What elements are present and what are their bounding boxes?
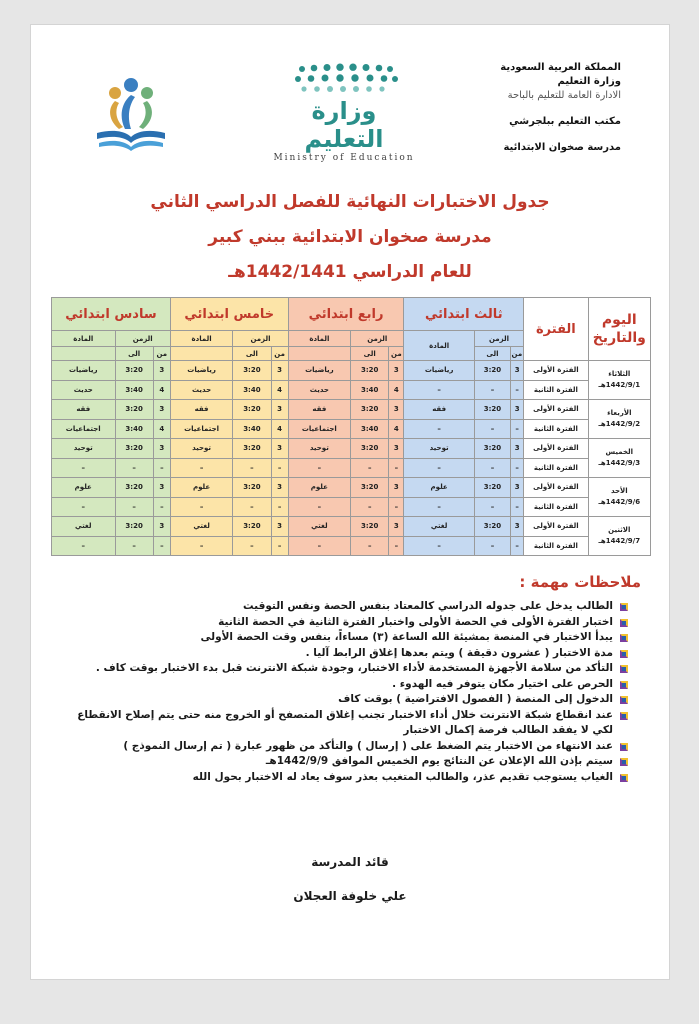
g3-to-cell: 3:20: [474, 478, 510, 498]
note-text: التأكد من سلامة الأجهزة المستخدمة لأداء الاختبار، وجودة شبكة الانترنت قبل بدء الاختبار بوقت كاف .: [95, 662, 613, 674]
g6-from-cell: 3: [153, 478, 170, 498]
g5-to-cell: 3:40: [233, 419, 271, 439]
g3-to-cell: 3:20: [474, 361, 510, 381]
note-item: [54, 754, 629, 770]
signature-block: [31, 855, 669, 903]
header-grade-4: رابع ابتدائي: [288, 298, 404, 331]
header-time: الزمن: [233, 331, 288, 347]
g4-subject-cell: حديث: [288, 380, 350, 400]
period-cell: الفترة الأولى: [524, 361, 588, 381]
g5-subject-cell: لغتي: [170, 517, 232, 537]
schedule-row: [52, 478, 651, 498]
schedule-row: [52, 361, 651, 381]
note-text: سيتم بإذن الله الإعلان عن النتائج يوم الخميس الموافق 1442/9/9هـ: [265, 755, 613, 767]
day-date-cell: [588, 400, 650, 439]
day-date: 1442/9/7هـ: [598, 537, 641, 545]
title-school-name: مدرسة صخوان الابتدائية ببني كبير: [208, 227, 492, 247]
g6-to-cell: –: [115, 497, 153, 517]
note-item: [54, 677, 629, 693]
organization-block: [500, 61, 621, 155]
day-date-cell: [588, 361, 650, 400]
g5-from-cell: 3: [271, 361, 288, 381]
g6-to-cell: 3:40: [115, 380, 153, 400]
g5-subject-cell: رياضيات: [170, 361, 232, 381]
note-item: [54, 661, 629, 677]
g3-subject-cell: فقه: [404, 400, 474, 420]
g5-to-cell: 3:20: [233, 439, 271, 459]
day-date: 1442/9/6هـ: [598, 498, 641, 506]
header-from: من: [511, 347, 524, 361]
day-name: الأحد: [610, 487, 628, 495]
bullet-icon: [619, 742, 629, 752]
g3-from-cell: –: [511, 536, 524, 556]
g4-to-cell: 3:20: [351, 361, 389, 381]
bullet-icon: [619, 618, 629, 628]
g4-to-cell: 3:20: [351, 517, 389, 537]
note-text: يبدأ الاختبار في المنصة بمشيئة الله الساعة (٣) مساءاً، بنفس وقت الحصة الأولى: [200, 631, 613, 643]
header-time: الزمن: [351, 331, 404, 347]
header-from: من: [389, 347, 404, 361]
g6-subject-cell: لغتي: [52, 517, 116, 537]
g3-subject-cell: –: [404, 536, 474, 556]
notes-title: ملاحظات مهمة :: [519, 573, 641, 591]
school-book-logo-icon: [91, 73, 171, 161]
ministry-logo-arabic: وزارة التعليم: [304, 97, 384, 153]
g5-from-cell: –: [271, 458, 288, 478]
g4-to-cell: 3:40: [351, 419, 389, 439]
g6-subject-cell: توحيد: [52, 439, 116, 459]
schedule-row: [52, 439, 651, 459]
schedule-row: [52, 497, 651, 517]
g5-subject-cell: حديث: [170, 380, 232, 400]
bullet-icon: [619, 773, 629, 783]
period-cell: الفترة الثانية: [524, 380, 588, 400]
g6-to-cell: –: [115, 536, 153, 556]
bullet-icon: [619, 633, 629, 643]
g4-from-cell: 3: [389, 400, 404, 420]
g4-subject-cell: علوم: [288, 478, 350, 498]
g3-subject-cell: علوم: [404, 478, 474, 498]
g5-subject-cell: اجتماعيات: [170, 419, 232, 439]
note-text: اختبار الفترة الأولى في الحصة الأولى واختبار الفترة الثانية في الحصة الثانية: [218, 615, 613, 628]
g3-to-cell: 3:20: [474, 400, 510, 420]
header-subject: المادة: [52, 331, 116, 347]
day-date-cell: [588, 439, 650, 478]
schedule-row: [52, 380, 651, 400]
g6-to-cell: 3:20: [115, 400, 153, 420]
g6-from-cell: 4: [153, 419, 170, 439]
note-text: مدة الاختبار ( عشرون دقيقة ) ويتم بعدها إغلاق الرابط آليا .: [305, 646, 613, 659]
g4-from-cell: –: [389, 536, 404, 556]
org-ministry: وزارة التعليم: [557, 76, 621, 87]
g6-subject-cell: حديث: [52, 380, 116, 400]
g5-from-cell: 4: [271, 419, 288, 439]
g4-subject-cell: فقه: [288, 400, 350, 420]
g5-subject-cell: علوم: [170, 478, 232, 498]
g5-from-cell: 3: [271, 517, 288, 537]
signature-role: قائد المدرسة: [311, 855, 389, 869]
g5-from-cell: 3: [271, 400, 288, 420]
header-to: الى: [351, 347, 389, 361]
bullet-icon: [619, 695, 629, 705]
g4-to-cell: –: [351, 536, 389, 556]
day-date: 1442/9/2هـ: [598, 420, 641, 428]
g5-to-cell: 3:20: [233, 361, 271, 381]
g6-to-cell: 3:20: [115, 439, 153, 459]
g6-from-cell: 3: [153, 361, 170, 381]
g6-to-cell: 3:20: [115, 517, 153, 537]
header-empty: [52, 347, 116, 361]
g4-to-cell: 3:40: [351, 380, 389, 400]
day-name: الثلاثاء: [608, 370, 631, 378]
g5-to-cell: –: [233, 497, 271, 517]
note-item: [54, 615, 629, 631]
title-academic-year: للعام الدراسي 1442/1441هـ: [228, 262, 472, 282]
g6-subject-cell: علوم: [52, 478, 116, 498]
note-item: [54, 599, 629, 615]
note-text: عند انقطاع شبكة الانترنت خلال أداء الاختبار تجنب إغلاق المتصفح أو الخروج منه حتى يتم إصلاح الانقطاع لكي لا يفقد الطالب فرصة إكمال الاختبار: [77, 708, 613, 736]
period-cell: الفترة الثانية: [524, 536, 588, 556]
note-item: [54, 630, 629, 646]
day-date: 1442/9/3هـ: [598, 459, 641, 467]
bullet-icon: [619, 649, 629, 659]
g3-to-cell: 3:20: [474, 439, 510, 459]
header-empty: [170, 347, 232, 361]
period-cell: الفترة الثانية: [524, 497, 588, 517]
header-time: الزمن: [115, 331, 170, 347]
g3-subject-cell: –: [404, 458, 474, 478]
period-cell: الفترة الثانية: [524, 419, 588, 439]
g5-from-cell: –: [271, 497, 288, 517]
g6-to-cell: –: [115, 458, 153, 478]
g3-from-cell: –: [511, 458, 524, 478]
header-to: الى: [474, 347, 510, 361]
day-name: الاثنين: [608, 526, 631, 534]
g4-from-cell: –: [389, 497, 404, 517]
g5-subject-cell: توحيد: [170, 439, 232, 459]
g5-to-cell: 3:40: [233, 380, 271, 400]
g4-from-cell: 4: [389, 419, 404, 439]
g5-subject-cell: –: [170, 497, 232, 517]
g6-subject-cell: –: [52, 497, 116, 517]
g3-to-cell: –: [474, 419, 510, 439]
bullet-icon: [619, 711, 629, 721]
g3-subject-cell: –: [404, 497, 474, 517]
g4-to-cell: 3:20: [351, 439, 389, 459]
g3-to-cell: 3:20: [474, 517, 510, 537]
note-text: الحرص على اختيار مكان يتوفر فيه الهدوء .: [392, 677, 613, 690]
g3-to-cell: –: [474, 497, 510, 517]
g5-subject-cell: –: [170, 536, 232, 556]
g3-from-cell: 3: [511, 517, 524, 537]
g4-to-cell: 3:20: [351, 400, 389, 420]
note-item: [54, 770, 629, 786]
g3-to-cell: –: [474, 380, 510, 400]
header-grade-5: خامس ابتدائي: [170, 298, 288, 331]
schedule-row: [52, 536, 651, 556]
schedule-row: [52, 400, 651, 420]
day-date: 1442/9/1هـ: [598, 381, 641, 389]
g5-to-cell: 3:20: [233, 517, 271, 537]
document-header: [31, 25, 669, 175]
note-text: الغياب يستوجب تقديم عذر، والطالب المتغيب بعذر سوف يعاد له الاختبار بحول الله: [192, 770, 613, 783]
header-from: من: [153, 347, 170, 361]
notes-list: [54, 599, 629, 785]
g3-subject-cell: –: [404, 380, 474, 400]
g4-to-cell: –: [351, 458, 389, 478]
g5-to-cell: –: [233, 536, 271, 556]
g4-subject-cell: –: [288, 536, 350, 556]
header-grade-6: سادس ابتدائي: [52, 298, 171, 331]
g6-subject-cell: فقه: [52, 400, 116, 420]
exam-schedule-table: [51, 297, 651, 556]
note-text: الدخول إلى المنصة ( الفصول الافتراضية ) بوقت كاف: [338, 693, 613, 705]
header-subject: المادة: [404, 331, 474, 361]
note-text: عند الانتهاء من الاختبار يتم الضغط على ( إرسال ) والتأكد من ظهور عبارة ( تم إرسال النموذج ): [123, 739, 613, 752]
schedule-row: [52, 419, 651, 439]
g3-from-cell: 3: [511, 361, 524, 381]
bullet-icon: [619, 602, 629, 612]
g6-subject-cell: –: [52, 458, 116, 478]
period-cell: الفترة الأولى: [524, 478, 588, 498]
header-subject: المادة: [288, 331, 350, 347]
g4-subject-cell: رياضيات: [288, 361, 350, 381]
g6-from-cell: 3: [153, 517, 170, 537]
document-titles: [31, 185, 669, 290]
g6-subject-cell: رياضيات: [52, 361, 116, 381]
day-name: الأربعاء: [607, 409, 632, 417]
g5-subject-cell: –: [170, 458, 232, 478]
period-cell: الفترة الأولى: [524, 400, 588, 420]
g4-from-cell: 3: [389, 517, 404, 537]
g4-from-cell: 3: [389, 478, 404, 498]
g3-subject-cell: رياضيات: [404, 361, 474, 381]
org-school: مدرسة صخوان الابتدائية: [503, 142, 621, 153]
bullet-icon: [619, 757, 629, 767]
day-date-cell: [588, 517, 650, 556]
bullet-icon: [619, 680, 629, 690]
g6-subject-cell: اجتماعيات: [52, 419, 116, 439]
g4-from-cell: 4: [389, 380, 404, 400]
g3-from-cell: –: [511, 380, 524, 400]
g6-to-cell: 3:20: [115, 361, 153, 381]
g5-subject-cell: فقه: [170, 400, 232, 420]
g6-from-cell: –: [153, 497, 170, 517]
g6-subject-cell: –: [52, 536, 116, 556]
ministry-logo: [269, 63, 419, 163]
org-administration: الادارة العامة للتعليم بالباحة: [507, 90, 621, 101]
g3-subject-cell: لغتي: [404, 517, 474, 537]
day-name: الخميس: [605, 448, 634, 456]
exam-schedule-document: [30, 24, 670, 980]
g3-to-cell: –: [474, 536, 510, 556]
g6-from-cell: 3: [153, 439, 170, 459]
g3-from-cell: 3: [511, 439, 524, 459]
schedule-row: [52, 458, 651, 478]
header-time: الزمن: [474, 331, 523, 347]
g3-from-cell: –: [511, 419, 524, 439]
g6-from-cell: –: [153, 458, 170, 478]
g6-from-cell: –: [153, 536, 170, 556]
g3-to-cell: –: [474, 458, 510, 478]
title-exam-schedule: جدول الاختبارات النهائية للفصل الدراسي الثاني: [150, 192, 550, 212]
g5-from-cell: 3: [271, 478, 288, 498]
g5-to-cell: 3:20: [233, 400, 271, 420]
note-item: [54, 692, 629, 708]
g3-subject-cell: توحيد: [404, 439, 474, 459]
ministry-dots-icon: [284, 63, 404, 95]
g4-from-cell: –: [389, 458, 404, 478]
g3-from-cell: 3: [511, 400, 524, 420]
note-item: [54, 646, 629, 662]
g6-to-cell: 3:20: [115, 478, 153, 498]
g5-from-cell: 4: [271, 380, 288, 400]
g5-from-cell: 3: [271, 439, 288, 459]
org-office: مكتب التعليم ببلجرشي: [509, 116, 621, 127]
g4-subject-cell: لغتي: [288, 517, 350, 537]
g6-to-cell: 3:40: [115, 419, 153, 439]
g5-to-cell: –: [233, 458, 271, 478]
schedule-body: [52, 361, 651, 556]
period-cell: الفترة الثانية: [524, 458, 588, 478]
header-subject: المادة: [170, 331, 232, 347]
g4-to-cell: 3:20: [351, 478, 389, 498]
g4-subject-cell: توحيد: [288, 439, 350, 459]
header-period: الفترة: [524, 298, 588, 361]
schedule-row: [52, 517, 651, 537]
signature-name: علي خلوفة العجلان: [293, 889, 407, 903]
header-day-date: اليوم والتاريخ: [588, 298, 650, 361]
g6-from-cell: 4: [153, 380, 170, 400]
period-cell: الفترة الأولى: [524, 517, 588, 537]
g3-from-cell: 3: [511, 478, 524, 498]
g4-from-cell: 3: [389, 361, 404, 381]
g6-from-cell: 3: [153, 400, 170, 420]
g5-from-cell: –: [271, 536, 288, 556]
bullet-icon: [619, 664, 629, 674]
g5-to-cell: 3:20: [233, 478, 271, 498]
header-grade-3: ثالث ابتدائي: [404, 298, 524, 331]
g4-from-cell: 3: [389, 439, 404, 459]
g4-subject-cell: –: [288, 458, 350, 478]
g4-subject-cell: اجتماعيات: [288, 419, 350, 439]
g3-subject-cell: –: [404, 419, 474, 439]
g3-from-cell: –: [511, 497, 524, 517]
g4-subject-cell: –: [288, 497, 350, 517]
org-country: المملكة العربية السعودية: [500, 62, 621, 73]
note-item: [54, 739, 629, 755]
header-to: الى: [115, 347, 153, 361]
ministry-logo-english: Ministry of Education: [273, 153, 415, 163]
note-item: [54, 708, 629, 739]
header-empty: [288, 347, 350, 361]
period-cell: الفترة الأولى: [524, 439, 588, 459]
day-date-cell: [588, 478, 650, 517]
header-to: الى: [233, 347, 271, 361]
header-from: من: [271, 347, 288, 361]
note-text: الطالب يدخل على جدوله الدراسي كالمعتاد بنفس الحصة ونفس التوقيت: [243, 600, 613, 612]
g4-to-cell: –: [351, 497, 389, 517]
